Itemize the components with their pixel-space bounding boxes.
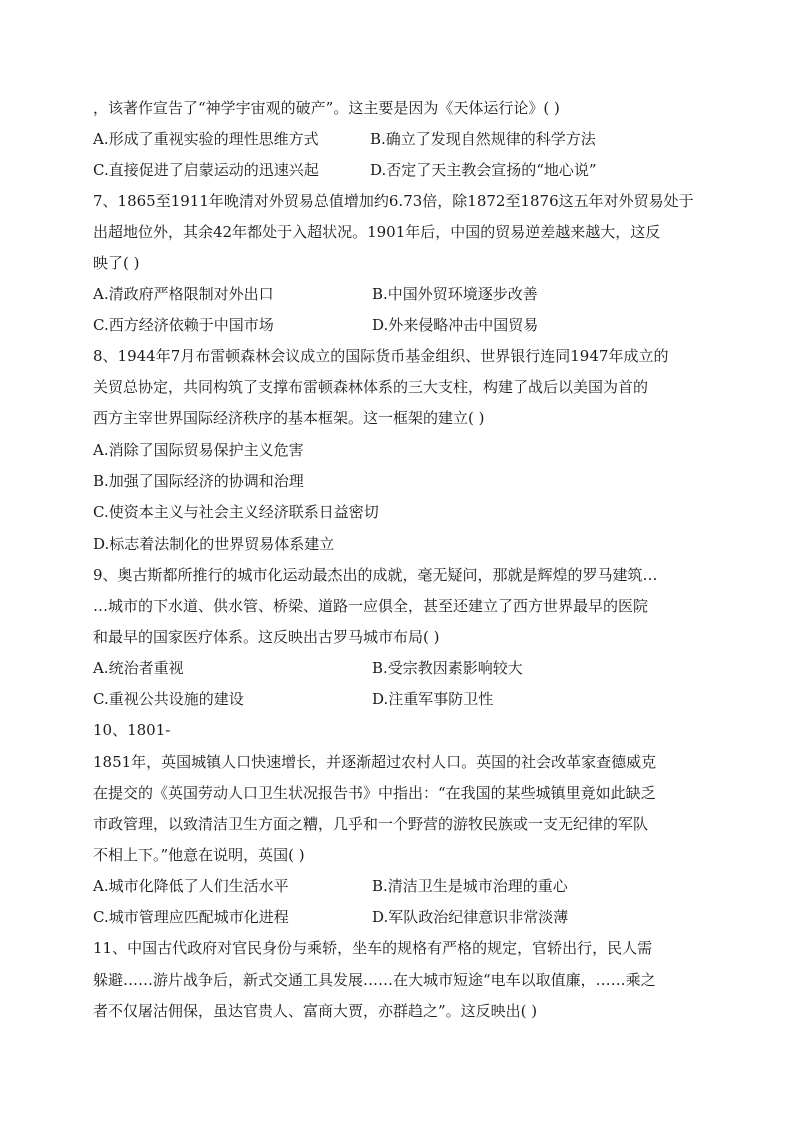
q7-option-b[interactable]: B.中国外贸环境逐步改善 xyxy=(372,285,538,303)
q11-stem-line-2: 躲避……游片战争后，新式交通工具发展……在大城市短途“电车以取值廉，……乘之 xyxy=(93,971,656,989)
q6-option-d[interactable]: D.否定了天主教会宣扬的“地心说” xyxy=(370,161,597,179)
q6-option-b[interactable]: B.确立了发现自然规律的科学方法 xyxy=(370,130,596,148)
q9-stem-line-1: 9、奥古斯都所推行的城市化运动最杰出的成就，毫无疑问，那就是辉煌的罗马建筑… xyxy=(93,566,658,584)
q11-stem-line-3: 者不仅屠沽佣保，虽达官贵人、富商大贾，亦群趋之”。这反映出( ) xyxy=(93,1002,538,1020)
q8-option-d[interactable]: D.标志着法制化的世界贸易体系建立 xyxy=(93,535,335,553)
q10-stem-line-3: 在提交的《英国劳动人口卫生状况报告书》中指出：“在我国的某些城镇里竟如此缺乏 xyxy=(93,784,656,802)
q10-option-d[interactable]: D.军队政治纪律意识非常淡薄 xyxy=(372,908,569,926)
q7-stem-line-3: 映了( ) xyxy=(93,254,140,272)
q7-stem-line-1: 7、1865至1911年晚清对外贸易总值增加约6.73倍，除1872至1876这五年对外贸易处于 xyxy=(93,192,694,210)
q9-stem-line-3: 和最早的国家医疗体系。这反映出古罗马城市布局( ) xyxy=(93,628,440,646)
q8-option-a[interactable]: A.消除了国际贸易保护主义危害 xyxy=(93,441,304,459)
q10-option-b[interactable]: B.清洁卫生是城市治理的重心 xyxy=(372,877,568,895)
q10-stem-line-2: 1851年，英国城镇人口快速增长，并逐渐超过农村人口。英国的社会改革家查德威克 xyxy=(93,753,657,771)
q10-stem-line-4: 市政管理，以致清洁卫生方面之糟，几乎和一个野营的游牧民族或一支无纪律的军队 xyxy=(93,815,649,833)
q7-stem-line-2: 出超地位外，其余42年都处于入超状况。1901年后，中国的贸易逆差越来越大，这反 xyxy=(93,223,661,241)
q7-option-d[interactable]: D.外来侵略冲击中国贸易 xyxy=(372,316,539,334)
q8-stem-line-2: 关贸总协定，共同构筑了支撑布雷顿森林体系的三大支柱，构建了战后以美国为首的 xyxy=(93,378,649,396)
q10-option-a[interactable]: A.城市化降低了人们生活水平 xyxy=(93,877,289,895)
q7-option-a[interactable]: A.清政府严格限制对外出口 xyxy=(93,285,274,303)
q7-option-c[interactable]: C.西方经济依赖于中国市场 xyxy=(93,316,274,334)
q9-option-c[interactable]: C.重视公共设施的建设 xyxy=(93,690,244,708)
q11-stem-line-1: 11、中国古代政府对官民身份与乘轿，坐车的规格有严格的规定，官轿出行，民人需 xyxy=(93,939,653,957)
q8-option-b[interactable]: B.加强了国际经济的协调和治理 xyxy=(93,472,304,490)
q9-stem-line-2: …城市的下水道、供水管、桥梁、道路一应俱全，甚至还建立了西方世界最早的医院 xyxy=(93,597,649,615)
q10-stem-line-1: 10、1801- xyxy=(93,721,171,739)
q6-option-a[interactable]: A.形成了重视实验的理性思维方式 xyxy=(93,130,319,148)
q8-stem-line-3: 西方主宰世界国际经济秩序的基本框架。这一框架的建立( ) xyxy=(93,409,485,427)
q9-option-d[interactable]: D.注重军事防卫性 xyxy=(372,690,494,708)
q6-option-c[interactable]: C.直接促进了启蒙运动的迅速兴起 xyxy=(93,161,319,179)
q8-stem-line-1: 8、1944年7月布雷顿森林会议成立的国际货币基金组织、世界银行连同1947年成立的 xyxy=(93,347,669,365)
q10-stem-line-5: 不相上下。”他意在说明，英国( ) xyxy=(93,846,305,864)
q8-option-c[interactable]: C.使资本主义与社会主义经济联系日益密切 xyxy=(93,503,379,521)
q10-option-c[interactable]: C.城市管理应匹配城市化进程 xyxy=(93,908,289,926)
q9-option-b[interactable]: B.受宗教因素影响较大 xyxy=(372,659,523,677)
q9-option-a[interactable]: A.统治者重视 xyxy=(93,659,184,677)
q6-stem-line-1: ，该著作宣告了“神学宇宙观的破产”。这主要是因为《天体运行论》( ) xyxy=(93,99,560,117)
